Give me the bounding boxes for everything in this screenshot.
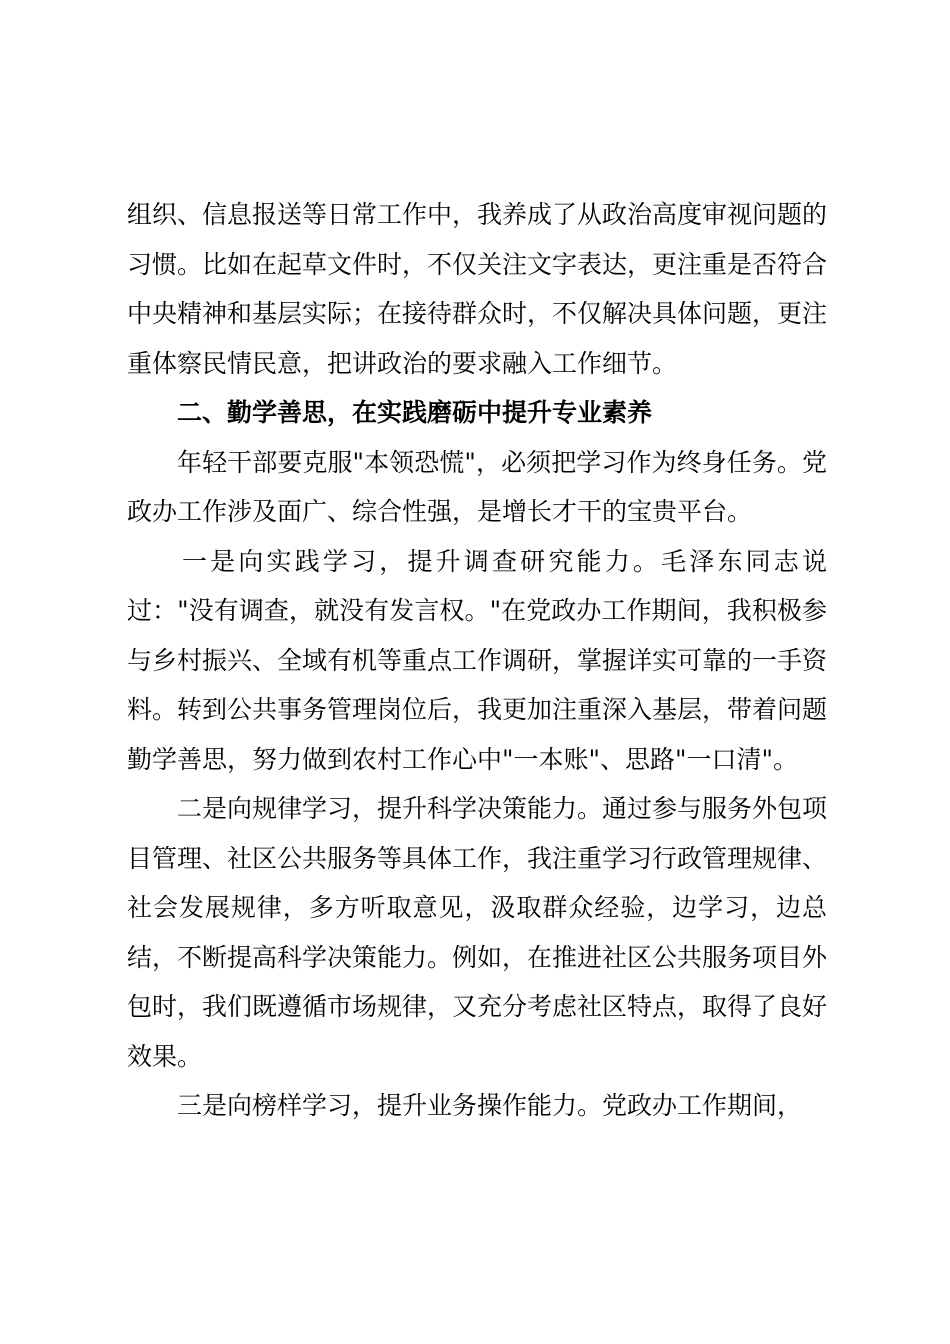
paragraph-rules: 二是向规律学习，提升科学决策能力。通过参与服务外包项目管理、社区公共服务等具体工作，我注重学习行政管理规律、社会发展规律，多方听取意见，汲取群众经验，边学习，边总结，不断提高科学决策能力。例如，在推进社区公共服务项目外包时，我们既遵循市场规律，又充分考虑社区特点，取得了良好效果。: [127, 794, 828, 1071]
section-heading: 二、勤学善思，在实践磨砺中提升专业素养: [177, 398, 653, 427]
paragraph-practice: 一是向实践学习，提升调查研究能力。毛泽东同志说过："没有调查，就没有发言权。"在党政办工作期间，我积极参与乡村振兴、全域有机等重点工作调研，掌握详实可靠的一手资料。转到公共事务管理岗位后，我更加注重深入基层，带着问题勤学善思，努力做到农村工作心中"一本账"、思路"一口清"。: [127, 546, 828, 774]
paragraph-intro: 年轻干部要克服"本领恐慌"，必须把学习作为终身任务。党政办工作涉及面广、综合性强，是增长才干的宝贵平台。: [127, 447, 827, 526]
paragraph-role-models: 三是向榜样学习，提升业务操作能力。党政办工作期间，: [177, 1091, 803, 1120]
paragraph-continuation: 组织、信息报送等日常工作中，我养成了从政治高度审视问题的习惯。比如在起草文件时，不仅关注文字表达，更注重是否符合中央精神和基层实际；在接待群众时，不仅解决具体问题，更注重体察民情民意，把讲政治的要求融入工作细节。: [127, 200, 828, 378]
document-body: [127, 190, 827, 1131]
